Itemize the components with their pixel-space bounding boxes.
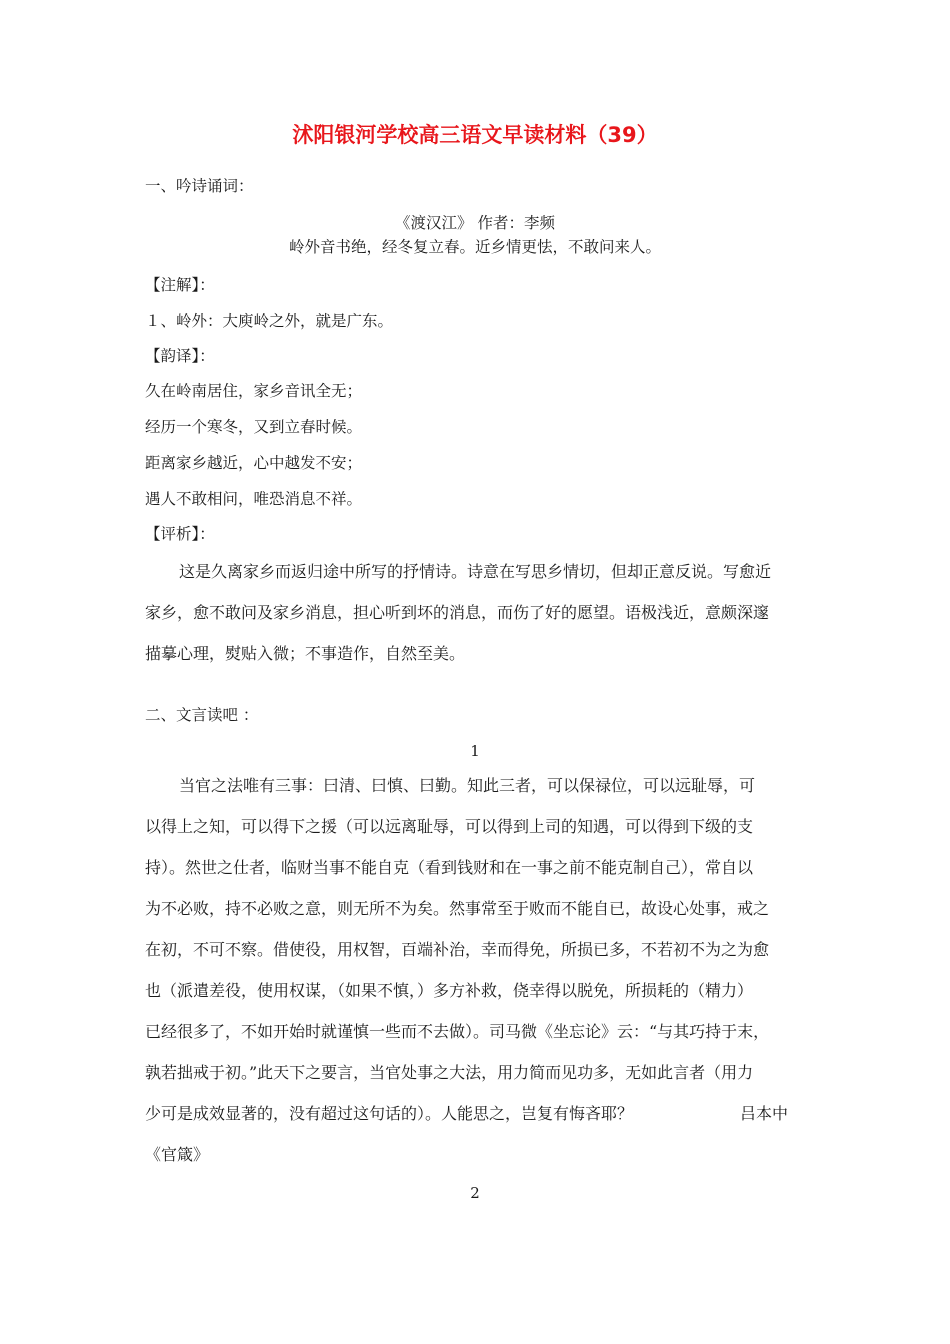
- translation-line: 遇人不敢相问，唯恐消息不祥。: [145, 490, 363, 508]
- analysis-line: 家乡，愈不敢问及家乡消息，担心听到坏的消息，而伤了好的愿望。语极浅近，意颇深邃: [145, 603, 770, 622]
- passage-line: 当官之法唯有三事：曰清、曰慎、曰勤。知此三者，可以保禄位，可以远耻辱，可: [179, 776, 756, 795]
- notes-heading: 【注解】：: [145, 276, 215, 294]
- passage-number: 2: [470, 1184, 480, 1202]
- passage-line: 为不必败，持不必败之意，则无所不为矣。然事常至于败而不能自已，故设心处事，戒之: [145, 899, 770, 918]
- translation-line: 久在岭南居住，家乡音讯全无；: [145, 382, 363, 400]
- translation-heading: 【韵译】：: [145, 347, 215, 365]
- passage-author: 吕本中: [740, 1104, 789, 1123]
- poem-title: 《渡汉江》 作者：李频: [395, 214, 555, 232]
- passage-source: 《官箴》: [145, 1145, 210, 1164]
- passage-line: 孰若拙戒于初。”此天下之要言，当官处事之大法，用力简而见功多，无如此言者（用力: [145, 1063, 754, 1082]
- passage-line: 已经很多了，不如开始时就谨慎一些而不去做）。司马微《坐忘论》云：“与其巧持于末，: [145, 1022, 770, 1041]
- passage-number: 1: [470, 742, 480, 760]
- poem-text: 岭外音书绝，经冬复立春。近乡情更怯，不敢问来人。: [288, 238, 661, 256]
- analysis-line: 描摹心理，熨贴入微；不事造作，自然至美。: [145, 644, 466, 663]
- translation-line: 距离家乡越近，心中越发不安；: [145, 454, 363, 472]
- analysis-heading: 【评析】：: [145, 525, 215, 543]
- section2-heading: 二、文言读吧 ：: [145, 706, 259, 724]
- page-title: 沭阳银河学校高三语文早读材料（39）: [292, 123, 658, 147]
- passage-line: 也（派遣差役，使用权谋，（如果不慎，）多方补救，侥幸得以脱免，所损耗的（精力）: [145, 981, 754, 1000]
- passage-line: 少可是成效显著的，没有超过这句话的）。人能思之，岂复有悔吝耶？: [145, 1104, 634, 1123]
- passage-line: 在初，不可不察。借使役，用权智，百端补治，幸而得免，所损已多，不若初不为之为愈: [145, 940, 770, 959]
- analysis-line: 这是久离家乡而返归途中所写的抒情诗。诗意在写思乡情切，但却正意反说。写愈近: [179, 562, 772, 581]
- section1-heading: 一、吟诗诵词：: [145, 177, 254, 195]
- passage-line: 持）。然世之仕者，临财当事不能自克（看到钱财和在一事之前不能克制自己），常自以: [145, 858, 754, 877]
- note-item: １、岭外：大庾岭之外，就是广东。: [145, 312, 394, 330]
- passage-line: 以得上之知，可以得下之援（可以远离耻辱，可以得到上司的知遇，可以得到下级的支: [145, 817, 754, 836]
- translation-line: 经历一个寒冬，又到立春时候。: [145, 418, 363, 436]
